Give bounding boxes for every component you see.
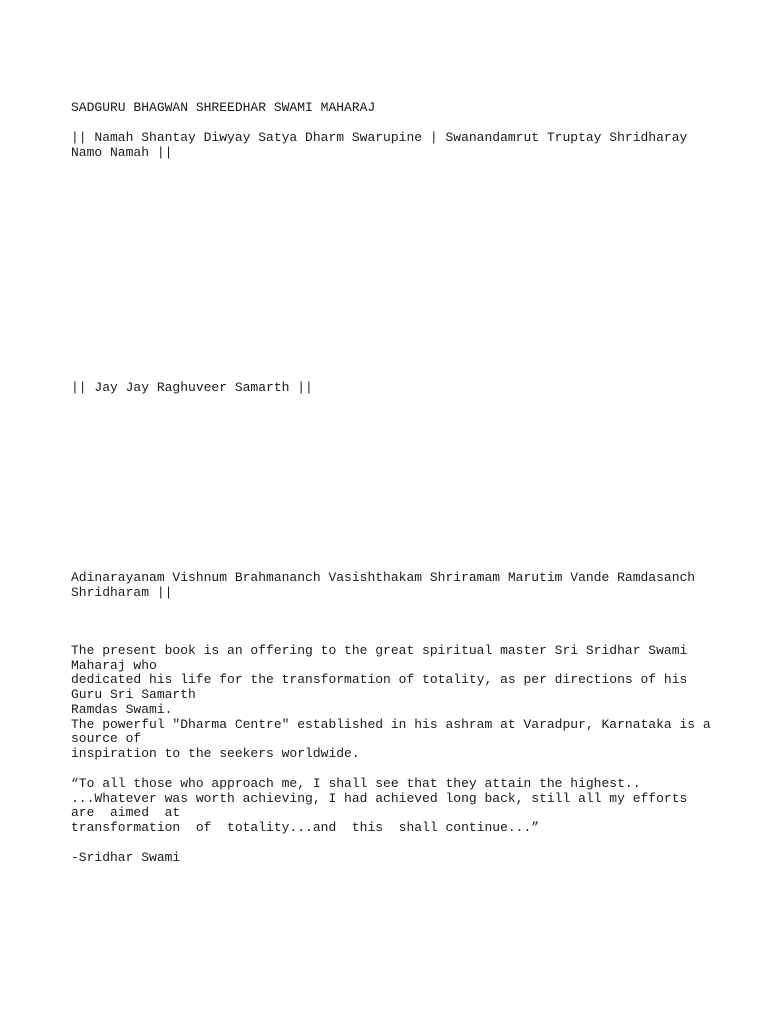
quote-author: -Sridhar Swami (71, 850, 181, 865)
document-title: SADGURU BHAGWAN SHREEDHAR SWAMI MAHARAJ (71, 100, 376, 115)
quote-paragraph: “To all those who approach me, I shall see that they attain the highest.. ...Whatever was worth achieving, I had achieved long back, still all my efforts are aimed at transformation of totality...and this shall continue...” (71, 776, 688, 836)
adinarayanam-verse: Adinarayanam Vishnum Brahmananch Vasishthakam Shriramam Marutim Vande Ramdasanch Shridharam || (71, 570, 696, 600)
dedication-paragraph: The present book is an offering to the great spiritual master Sri Sridhar Swami Maharaj who dedicated his life for the transformation of totality, as per directions of his Guru Sri Samarth Ramdas Swami. The powerful "Dharma Centre" established in his ashram at Varadpur, Karnataka is a source of inspiration to the seekers worldwide. (71, 643, 711, 761)
invocation-verse: || Namah Shantay Diwyay Satya Dharm Swarupine | Swanandamrut Truptay Shridharay Namo Namah || (71, 130, 688, 160)
jay-jay-verse: || Jay Jay Raghuveer Samarth || (71, 380, 313, 395)
